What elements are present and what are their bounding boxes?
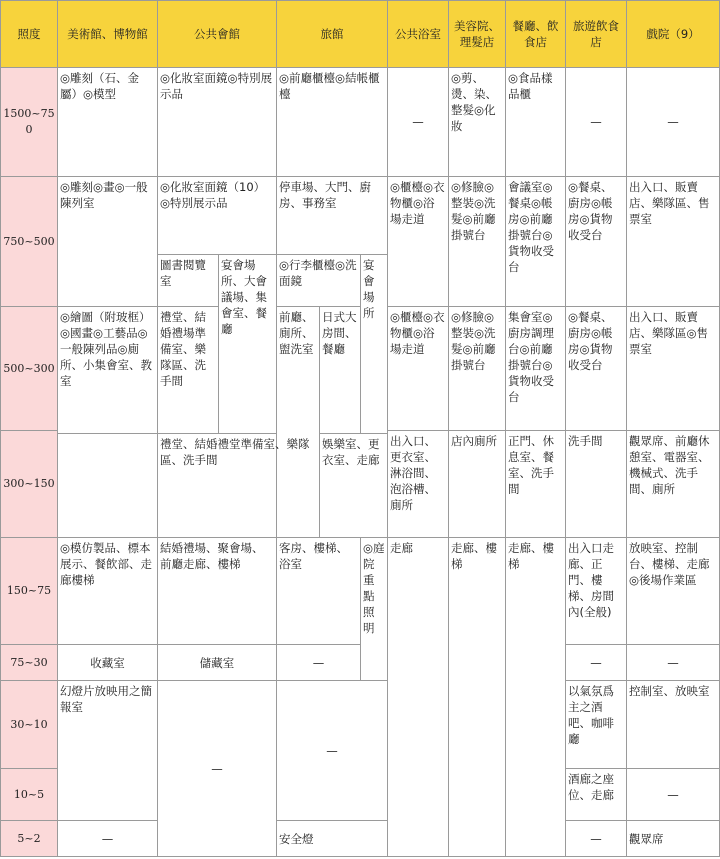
table-cell: 禮堂、結婚禮堂準備室、樂隊區、洗手間 xyxy=(158,434,320,538)
lux-level: 150~75 xyxy=(1,538,58,645)
table-cell: 酒廊之座位、走廊 xyxy=(566,769,627,821)
table-cell: 洗手間 xyxy=(566,431,627,538)
table-cell: — xyxy=(388,68,449,177)
table-cell: 店內廁所 xyxy=(449,431,506,538)
table-cell: — xyxy=(566,68,627,177)
table-row xyxy=(1,538,720,645)
table-cell: — xyxy=(158,681,277,857)
table-cell: 結婚禮場、聚會場、前廳走廊、樓梯 xyxy=(158,538,277,645)
table-cell: — xyxy=(58,821,158,857)
header-public-hall: 公共會館 xyxy=(158,1,277,68)
table-cell: 日式大房間、餐廳 xyxy=(320,307,361,434)
table-cell: ◎庭院重點照明 xyxy=(361,538,388,681)
table-cell: ◎模仿製品、標本展示、餐飲部、走廊樓梯 xyxy=(58,538,158,645)
table-cell: ◎前廳櫃檯◎結帳櫃檯 xyxy=(277,68,388,177)
table-cell: 收藏室 xyxy=(58,645,158,681)
table-cell: ◎餐桌、廚房◎帳房◎貨物收受台 xyxy=(566,177,627,307)
table-cell: 以氣氛爲主之酒吧、咖啡廳 xyxy=(566,681,627,769)
table-row xyxy=(1,645,720,681)
header-tourist-restaurant: 旅遊飲食店 xyxy=(566,1,627,68)
table-cell: 宴會場所、大會議場、集會室、餐廳 xyxy=(219,255,277,434)
table-cell: 宴會場所 xyxy=(361,255,388,434)
table-row xyxy=(1,68,720,177)
table-cell: 圖書閱覽室 xyxy=(158,255,219,307)
header-theater: 戲院（9） xyxy=(627,1,720,68)
table-cell: 客房、樓梯、浴室 xyxy=(277,538,361,645)
table-row xyxy=(1,681,720,769)
table-cell: 出入口、更衣室、淋浴間、泡浴槽、廁所 xyxy=(388,431,449,538)
table-cell: 走廊、樓梯 xyxy=(449,538,506,857)
table-cell: — xyxy=(566,645,627,681)
table-cell: 幻燈片放映用之簡報室 xyxy=(58,681,158,821)
table-cell xyxy=(58,434,158,538)
table-cell: 集會室◎廚房調理台◎前廳掛號台◎貨物收受台 xyxy=(506,307,566,431)
table-cell: ◎行李櫃檯◎洗面鏡 xyxy=(277,255,361,307)
table-cell: 前廳、廁所、盥洗室 xyxy=(277,307,320,538)
table-cell: ◎雕刻（石、金屬）◎模型 xyxy=(58,68,158,177)
table-cell: 禮堂、結婚禮場準備室、樂隊區、洗手間 xyxy=(158,307,219,434)
table-cell: 觀眾席、前廳休憩室、電器室、機械式、洗手間、廁所 xyxy=(627,431,720,538)
table-cell: 走廊、樓梯 xyxy=(506,538,566,857)
header-restaurant: 餐廳、飲食店 xyxy=(506,1,566,68)
table-cell: ◎食品樣品櫃 xyxy=(506,68,566,177)
table-cell: ◎化妝室面鏡（10）◎特別展示品 xyxy=(158,177,277,255)
table-cell: ◎化妝室面鏡◎特別展示品 xyxy=(158,68,277,177)
table-cell: 正門、休息室、餐室、洗手間 xyxy=(506,431,566,538)
table-row xyxy=(1,821,720,857)
lux-level: 500~300 xyxy=(1,307,58,431)
table-cell: ◎繪圖（附玻框）◎國畫◎工藝品◎一般陳列品◎廁所、小集會室、教室 xyxy=(58,307,158,434)
table-cell: 娛樂室、更衣室、走廊 xyxy=(320,434,388,538)
table-row xyxy=(1,177,720,255)
table-cell: 走廊 xyxy=(388,538,449,857)
table-cell: 出入口走廊、正門、樓梯、房間內(全般) xyxy=(566,538,627,645)
lux-level: 1500~750 xyxy=(1,68,58,177)
table-cell: 放映室、控制台、樓梯、走廊◎後場作業區 xyxy=(627,538,720,645)
lux-level: 750~500 xyxy=(1,177,58,307)
table-cell: 停車場、大門、廚房、事務室 xyxy=(277,177,388,255)
header-row xyxy=(1,1,720,68)
table-cell: ◎雕刻◎畫◎一般陳列室 xyxy=(58,177,158,307)
header-beauty-salon: 美容院、理髮店 xyxy=(449,1,506,68)
table-cell: ◎剪、燙、染、整髮◎化妝 xyxy=(449,68,506,177)
table-cell: — xyxy=(277,681,388,821)
lux-level: 75~30 xyxy=(1,645,58,681)
lux-level: 30~10 xyxy=(1,681,58,769)
table-cell: 儲藏室 xyxy=(158,645,277,681)
table-cell: ◎修臉◎整裝◎洗髮◎前廳掛號台 xyxy=(449,177,506,307)
table-cell: 會議室◎餐桌◎帳房◎前廳掛號台◎貨物收受台 xyxy=(506,177,566,307)
table-cell: — xyxy=(627,769,720,821)
header-hotel: 旅館 xyxy=(277,1,388,68)
lux-level: 5~2 xyxy=(1,821,58,857)
table-row xyxy=(1,307,720,431)
table-cell: ◎櫃檯◎衣物櫃◎浴場走道 xyxy=(388,177,449,307)
lux-level: 10~5 xyxy=(1,769,58,821)
header-museum: 美術館、博物館 xyxy=(58,1,158,68)
table-cell: ◎櫃檯◎衣物櫃◎浴場走道 xyxy=(388,307,449,431)
table-cell: ◎餐桌、廚房◎帳房◎貨物收受台 xyxy=(566,307,627,431)
table-cell: — xyxy=(566,821,627,857)
table-cell: 出入口、販賣店、樂隊區◎售票室 xyxy=(627,307,720,431)
table-cell: 出入口、販賣店、樂隊區、售票室 xyxy=(627,177,720,307)
table-cell: — xyxy=(627,68,720,177)
table-cell: — xyxy=(627,645,720,681)
table-cell: 控制室、放映室 xyxy=(627,681,720,769)
table-cell: ◎修臉◎整裝◎洗髮◎前廳掛號台 xyxy=(449,307,506,431)
table-cell: — xyxy=(277,645,361,681)
table-cell: 安全燈 xyxy=(277,821,388,857)
header-lux: 照度 xyxy=(1,1,58,68)
header-public-bath: 公共浴室 xyxy=(388,1,449,68)
table-cell: 觀眾席 xyxy=(627,821,720,857)
lux-level: 300~150 xyxy=(1,431,58,538)
